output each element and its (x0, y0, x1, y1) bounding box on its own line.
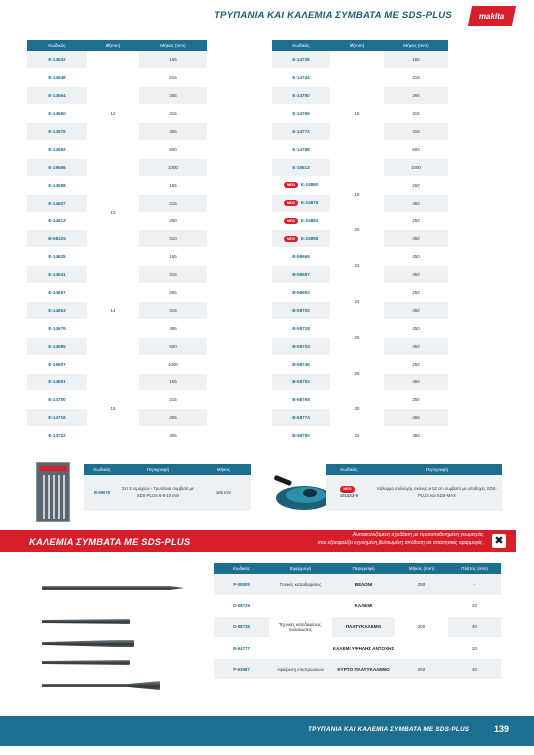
diameter-value: 12 (87, 51, 139, 176)
length-value: 250 (384, 355, 448, 373)
product-code: E-14554 (27, 87, 87, 105)
diameter-value: 32 (330, 427, 384, 445)
new-badge: ΝΕΟ (284, 182, 298, 188)
length-value: 315 (139, 105, 207, 123)
col-header-diameter: Ø(mm) (330, 40, 384, 51)
product-code: E-14691 (27, 373, 87, 391)
length-value: 265 (139, 87, 207, 105)
length-value: 250 (384, 391, 448, 409)
length-value: 165 (139, 51, 207, 69)
length-value: 450 (384, 373, 448, 391)
col-header-diameter: Ø(mm) (87, 40, 139, 51)
new-badge: ΝΕΟ (284, 236, 298, 242)
col-header-length: Μήκος (mm) (395, 563, 448, 574)
diameter-value: 16 (330, 51, 384, 176)
col-header-application: Εφαρμογή (269, 563, 332, 574)
makita-logo: makita (468, 6, 516, 26)
product-code: E-14700 (27, 391, 87, 409)
chisel-heavy-duty-image (42, 660, 130, 665)
col-header-description: Περιγραφή (372, 464, 502, 475)
length-value: 450 (384, 266, 448, 284)
diameter-value: 14 (87, 248, 139, 373)
product-code: E-19607 (27, 355, 87, 373)
chisel-wide-image (42, 640, 134, 647)
length-value: 315 (139, 301, 207, 319)
set-length: 165 mm (196, 475, 251, 511)
diameter-value: 13 (87, 176, 139, 248)
table-row (272, 248, 448, 266)
col-header-length: Μήκος (mm) (384, 40, 448, 51)
length-value: 165 (139, 176, 207, 194)
product-code: E-14635 (27, 248, 87, 266)
length-value: 310 (139, 230, 207, 248)
col-header-code: Κωδικός (214, 563, 269, 574)
product-code: E-14685 (27, 337, 87, 355)
product-code: ΝΕΟ E-24898 (272, 230, 330, 248)
length-value: 260 (139, 212, 207, 230)
dust-collector-table (326, 464, 502, 512)
product-code: ΝΕΟ E-24882 (272, 212, 330, 230)
table-row: D-08735 ΠΛΑΤΥΚΑΛΕΜΟ 40 (214, 616, 501, 637)
product-code: E-19598 (27, 158, 87, 176)
table-row (326, 475, 502, 511)
length-value: 250 (384, 284, 448, 302)
col-header-code: Κωδικός (272, 40, 330, 51)
product-code: E-14738 (272, 51, 330, 69)
product-code: E-14560 (27, 105, 87, 123)
table-row: P-05505 Γενικές καταιδαφίσεις ΒΕΛΟΝΙ 250 - (214, 574, 501, 595)
length-value: 265 (384, 87, 448, 105)
table-row (27, 51, 207, 69)
length-value: 455 (139, 319, 207, 337)
product-code: ΝΕΟ E-24876 (272, 194, 330, 212)
product-code: E-14772 (272, 123, 330, 141)
length-value: 415 (384, 123, 448, 141)
length-value: 450 (384, 301, 448, 319)
product-code: E-19613 (272, 158, 330, 176)
length-value: 450 (384, 194, 448, 212)
self-sharpening-icon: ✖ (492, 534, 506, 548)
set-description: Σετ 3 τεμαχίων - Τρυπάνια συμβατά με SDS-PLUS 6-8-10 mm (120, 475, 196, 511)
chisel-flat-image (42, 619, 130, 624)
table-row (27, 248, 207, 266)
product-code: B-58780 (272, 427, 330, 445)
table-row: B-64777 ΚΑΛΕΜΙ ΥΨΗΛΗΣ ΑΝΤΟΧΗΣ 20 (214, 638, 501, 659)
page-header-title: ΤΡΥΠΑΝΙΑ ΚΑΙ ΚΑΛΕΜΙΑ ΣΥΜΒΑΤΑ ΜΕ SDS-PLUS (214, 10, 453, 21)
product-code: E-14788 (272, 140, 330, 158)
table-row (27, 176, 207, 194)
product-code: E-14744 (272, 69, 330, 87)
product-code: E-14657 (27, 284, 87, 302)
product-code: E-14598 (27, 176, 87, 194)
product-code: E-14766 (272, 105, 330, 123)
section-title: ΚΑΛΕΜΙΑ ΣΥΜΒΑΤΑ ΜΕ SDS-PLUS (29, 536, 191, 547)
length-value: 250 (384, 212, 448, 230)
length-value: 215 (139, 391, 207, 409)
length-value: 1000 (139, 158, 207, 176)
section-note: Αυτοακονιζόμενη σχεδίαση με προτοποθετημένη γεωμετρία, που εξασφαλίζει εγγυημένη βελτιωμένη απόδοση σε απαιτητικές εφαρμογές. (317, 532, 484, 546)
table-row (272, 176, 448, 194)
length-value: 215 (139, 69, 207, 87)
length-value: 450 (384, 230, 448, 248)
table-row: P-63987 Αφαίρεση επιστρώσεων ΚΥΡΤΟ ΠΛΑΤΥΚΑΛΕΜΟ 260 40 (214, 659, 501, 680)
length-value: 250 (384, 319, 448, 337)
length-value: 165 (384, 51, 448, 69)
chisels-table (214, 563, 501, 680)
table-row (84, 475, 251, 511)
product-code: B-58752 (272, 373, 330, 391)
diameter-value: 22 (330, 248, 384, 284)
col-header-code: Κωδικός (326, 464, 372, 475)
length-value: 455 (139, 427, 207, 445)
col-header-length: Μήκος (196, 464, 251, 475)
product-code: B-58746 (272, 355, 330, 373)
length-value: 450 (384, 409, 448, 427)
length-value: 600 (139, 337, 207, 355)
length-value: 1000 (384, 158, 448, 176)
diameter-value: 24 (330, 284, 384, 320)
product-code: E-14532 (27, 51, 87, 69)
length-value: 215 (139, 266, 207, 284)
product-code: E-14663 (27, 301, 87, 319)
col-header-code: Κωδικός (27, 40, 87, 51)
product-code: B-58724 (272, 337, 330, 355)
dust-code-cell (326, 475, 372, 511)
length-value: 250 (384, 248, 448, 266)
diameter-value: 25 (330, 319, 384, 355)
drill-bit-set-box-image (36, 462, 70, 522)
page-number: 139 (494, 724, 510, 734)
page-footer (0, 716, 534, 746)
length-value: 165 (139, 373, 207, 391)
product-code: E-14722 (27, 427, 87, 445)
new-badge: ΝΕΟ (284, 218, 298, 224)
new-badge: ΝΕΟ (284, 200, 298, 206)
product-code: B-58693 (272, 284, 330, 302)
length-value: 600 (384, 140, 448, 158)
table-row (272, 391, 448, 409)
length-value: 450 (384, 337, 448, 355)
product-code: B-58718 (272, 319, 330, 337)
dust-description: Κάλυμμα συλλογής σκόνης ø 52 cm συμβατό με υποδοχές SDS-PLUS και SDS-MAX (372, 475, 502, 511)
length-value: 455 (139, 123, 207, 141)
col-header-length: Μήκος (mm) (139, 40, 207, 51)
product-code: B-58665 (272, 248, 330, 266)
product-code: B-58425 (27, 230, 87, 248)
set-code: B-59075 (84, 475, 120, 511)
col-header-description: Περιγραφή (332, 563, 395, 574)
diameter-value: 20 (330, 212, 384, 248)
footer-title: ΤΡΥΠΑΝΙΑ ΚΑΙ ΚΑΛΕΜΙΑ ΣΥΜΒΑΤΑ ΜΕ SDS-PLUS (308, 726, 470, 733)
product-code: B-58774 (272, 409, 330, 427)
col-header-width: Πλάτος (mm) (448, 563, 501, 574)
drill-bits-table-right (272, 40, 448, 445)
product-code: E-14613 (27, 212, 87, 230)
length-value: 165 (139, 248, 207, 266)
table-row (272, 355, 448, 373)
product-code: ΝΕΟ E-24860 (272, 176, 330, 194)
chisel-curved-image (42, 681, 160, 690)
drill-bits-table-left (27, 40, 207, 445)
length-value: 600 (139, 140, 207, 158)
col-header-code: Κωδικός (84, 464, 120, 475)
product-code: B-58702 (272, 301, 330, 319)
product-code: E-14679 (27, 319, 87, 337)
diameter-value: 28 (330, 355, 384, 391)
table-row (272, 427, 448, 445)
diameter-value: 30 (330, 391, 384, 427)
table-row (27, 373, 207, 391)
product-code: B-58687 (272, 266, 330, 284)
length-value: 250 (384, 176, 448, 194)
product-code: E-14750 (272, 87, 330, 105)
product-code: E-14607 (27, 194, 87, 212)
product-code: E-14716 (27, 409, 87, 427)
length-value: 215 (384, 69, 448, 87)
length-value: 450 (384, 427, 448, 445)
table-row (272, 51, 448, 69)
diameter-value: 15 (87, 373, 139, 445)
new-badge: ΝΕΟ (340, 486, 354, 494)
product-code: E-14548 (27, 69, 87, 87)
product-code: E-14576 (27, 123, 87, 141)
diameter-value: 18 (330, 176, 384, 212)
table-row (272, 212, 448, 230)
table-row (272, 284, 448, 302)
table-row (272, 319, 448, 337)
length-value: 315 (384, 105, 448, 123)
drill-set-table (84, 464, 251, 512)
chisels-section-banner (0, 530, 516, 552)
length-value: 265 (139, 284, 207, 302)
length-value: 1000 (139, 355, 207, 373)
table-row: D-08729 Τεχνικές κατεδαφίσεις, αυλακώσεις ΚΑΛΕΜΙ 200 20 (214, 595, 501, 616)
product-code: B-58768 (272, 391, 330, 409)
length-value: 215 (139, 194, 207, 212)
col-header-description: Περιγραφή (120, 464, 196, 475)
chisel-pointed-image (42, 586, 184, 590)
product-code: E-14582 (27, 140, 87, 158)
length-value: 265 (139, 409, 207, 427)
product-code: E-14641 (27, 266, 87, 284)
dust-code: 1914X3-6 (339, 493, 359, 499)
